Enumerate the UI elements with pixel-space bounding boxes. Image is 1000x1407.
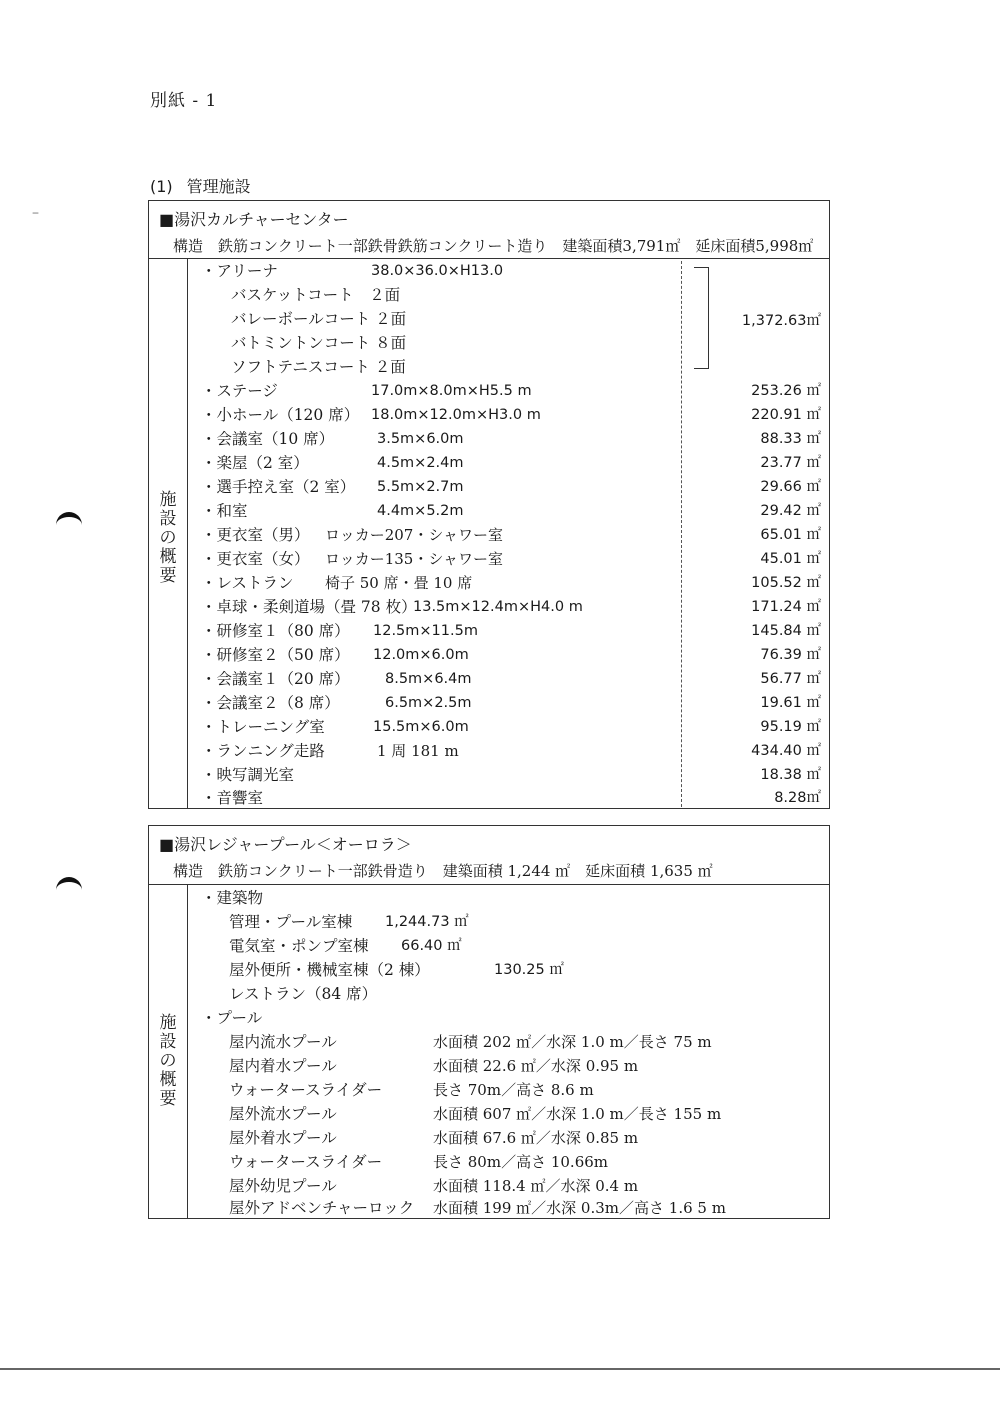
facility-overview-label: 施 設 の 概 要: [159, 1013, 177, 1109]
building-name: 管理・プール室棟: [229, 913, 353, 931]
room-spec: 18.0m×12.0m×H3.0 m: [371, 407, 541, 423]
room-area: 76.39 ㎡: [760, 647, 821, 663]
court-item: バスケットコート ２面: [231, 286, 401, 304]
punch-hole-mark: [56, 877, 82, 896]
room-name: ・音響室: [201, 789, 264, 807]
room-name: ・楽屋（2 室）: [201, 454, 309, 472]
room-area: 45.01 ㎡: [760, 551, 821, 567]
culture-center-structure: 構造 鉄筋コンクリート一部鉄骨鉄筋コンクリート造り 建築面積3,791㎡ 延床面積5,998㎡: [173, 237, 814, 255]
room-spec: 4.4m×5.2m: [377, 503, 464, 519]
building-area: 66.40 ㎡: [401, 938, 462, 954]
room-name: ・選手控え室（2 室）: [201, 478, 356, 496]
room-area: 65.01 ㎡: [760, 527, 821, 543]
room-spec: 12.5m×11.5m: [373, 623, 478, 639]
punch-hole-mark: [56, 512, 82, 531]
room-name: ・研修室１（80 席）: [201, 622, 350, 640]
arena-area: 1,372.63㎡: [741, 313, 821, 329]
room-name: ・会議室２（8 席）: [201, 694, 340, 712]
room-spec: 1 周 181 m: [377, 742, 459, 760]
pool-name: 屋外着水プール: [229, 1129, 337, 1147]
room-name: ・和室: [201, 502, 248, 520]
leisure-pool-structure: 構造 鉄筋コンクリート一部鉄骨造り 建築面積 1,244 ㎡ 延床面積 1,635 ㎡: [173, 862, 713, 880]
room-spec: 4.5m×2.4m: [377, 455, 464, 471]
room-name: ・会議室１（20 席）: [201, 670, 350, 688]
pool-spec: 水面積 118.4 ㎡／水深 0.4 m: [433, 1177, 639, 1195]
pool-name: 屋外幼児プール: [229, 1177, 337, 1195]
column-divider: [187, 884, 188, 1218]
room-spec: ロッカー135・シャワー室: [325, 550, 504, 568]
room-name: ・更衣室（男）: [201, 526, 310, 544]
arena-bracket: [694, 267, 709, 369]
building-area: 1,244.73 ㎡: [385, 914, 469, 930]
room-spec: 13.5m×12.4m×H4.0 m: [413, 599, 583, 615]
building-name: レストラン（84 席）: [229, 985, 378, 1003]
pool-name: 屋外アドベンチャーロック: [229, 1199, 415, 1217]
section-heading: [150, 174, 251, 197]
room-area: 105.52 ㎡: [751, 575, 821, 591]
document-label: 別紙 - 1: [150, 91, 218, 111]
room-name: ・トレーニング室: [201, 718, 325, 736]
pool-name: 屋外流水プール: [229, 1105, 337, 1123]
room-name: ・卓球・柔剣道場（畳 78 枚）: [201, 598, 417, 616]
room-name: ・小ホール（120 席）: [201, 406, 360, 424]
buildings-heading: ・建築物: [201, 889, 264, 907]
section-title: 管理施設: [186, 177, 251, 196]
arena-dims: 38.0×36.0×H13.0: [371, 263, 504, 279]
pool-spec: 水面積 67.6 ㎡／水深 0.85 m: [433, 1129, 639, 1147]
room-spec: ロッカー207・シャワー室: [325, 526, 504, 544]
court-item: ソフトテニスコート ２面: [231, 358, 406, 376]
room-area: 29.42 ㎡: [760, 503, 821, 519]
pool-name: 屋内着水プール: [229, 1057, 337, 1075]
room-name: ・更衣室（女）: [201, 550, 310, 568]
pools-heading: ・プール: [201, 1009, 263, 1027]
dotted-column-divider: [681, 261, 682, 807]
room-area: 434.40 ㎡: [751, 743, 821, 759]
room-area: 23.77 ㎡: [760, 455, 821, 471]
room-name: ・レストラン: [201, 574, 294, 592]
column-divider: [187, 258, 188, 808]
divider: [149, 884, 829, 885]
divider: [149, 258, 829, 259]
court-item: バレーボールコート ２面: [231, 310, 407, 328]
leisure-pool-title: ■湯沢レジャープール＜オーロラ＞: [159, 835, 412, 854]
facility-overview-label: 施 設 の 概 要: [159, 490, 177, 586]
room-spec: 椅子 50 席・畳 10 席: [325, 574, 473, 592]
pool-name: ウォータースライダー: [229, 1153, 383, 1171]
scan-edge-line: [0, 1368, 1000, 1370]
room-area: 171.24 ㎡: [751, 599, 821, 615]
room-spec: 12.0m×6.0m: [373, 647, 469, 663]
room-spec: 6.5m×2.5m: [385, 695, 472, 711]
culture-center-table: [148, 200, 830, 809]
court-item: バトミントンコート ８面: [231, 334, 407, 352]
room-name: ・映写調光室: [201, 766, 295, 784]
room-area: 29.66 ㎡: [760, 479, 821, 495]
room-name: ・研修室２（50 席）: [201, 646, 350, 664]
room-area: 253.26 ㎡: [751, 383, 821, 399]
pool-name: 屋内流水プール: [229, 1033, 337, 1051]
building-name: 電気室・ポンプ室棟: [229, 937, 369, 955]
pool-name: ウォータースライダー: [229, 1081, 383, 1099]
room-name: ・会議室（10 席）: [201, 430, 335, 448]
room-spec: 8.5m×6.4m: [385, 671, 472, 687]
room-area: 145.84 ㎡: [751, 623, 821, 639]
section-number: (1): [150, 177, 173, 196]
room-area: 95.19 ㎡: [760, 719, 821, 735]
pool-spec: 水面積 607 ㎡／水深 1.0 m／長さ 155 m: [433, 1105, 722, 1123]
room-spec: 5.5m×2.7m: [377, 479, 464, 495]
room-spec: 3.5m×6.0m: [377, 431, 464, 447]
scan-mark: –: [32, 205, 39, 221]
building-area: 130.25 ㎡: [494, 962, 564, 978]
pool-spec: 水面積 202 ㎡／水深 1.0 m／長さ 75 m: [433, 1033, 712, 1051]
room-area: 18.38 ㎡: [760, 767, 821, 783]
leisure-pool-table: [148, 825, 830, 1219]
pool-spec: 水面積 199 ㎡／水深 0.3m／高さ 1.6 5 m: [433, 1199, 726, 1217]
room-area: 8.28㎡: [774, 790, 821, 806]
room-spec: 17.0m×8.0m×H5.5 m: [371, 383, 532, 399]
pool-spec: 水面積 22.6 ㎡／水深 0.95 m: [433, 1057, 639, 1075]
room-area: 56.77 ㎡: [760, 671, 821, 687]
room-name: ・ステージ: [201, 382, 278, 400]
room-area: 19.61 ㎡: [760, 695, 821, 711]
room-spec: 15.5m×6.0m: [373, 719, 469, 735]
room-area: 88.33 ㎡: [760, 431, 821, 447]
pool-spec: 長さ 70m／高さ 8.6 m: [433, 1081, 594, 1099]
room-name: ・ランニング走路: [201, 742, 325, 760]
arena-name: ・アリーナ: [201, 262, 278, 280]
room-area: 220.91 ㎡: [751, 407, 821, 423]
pool-spec: 長さ 80m／高さ 10.66m: [433, 1153, 609, 1171]
culture-center-title: ■湯沢カルチャーセンター: [159, 210, 349, 229]
building-name: 屋外便所・機械室棟（2 棟）: [229, 961, 430, 979]
